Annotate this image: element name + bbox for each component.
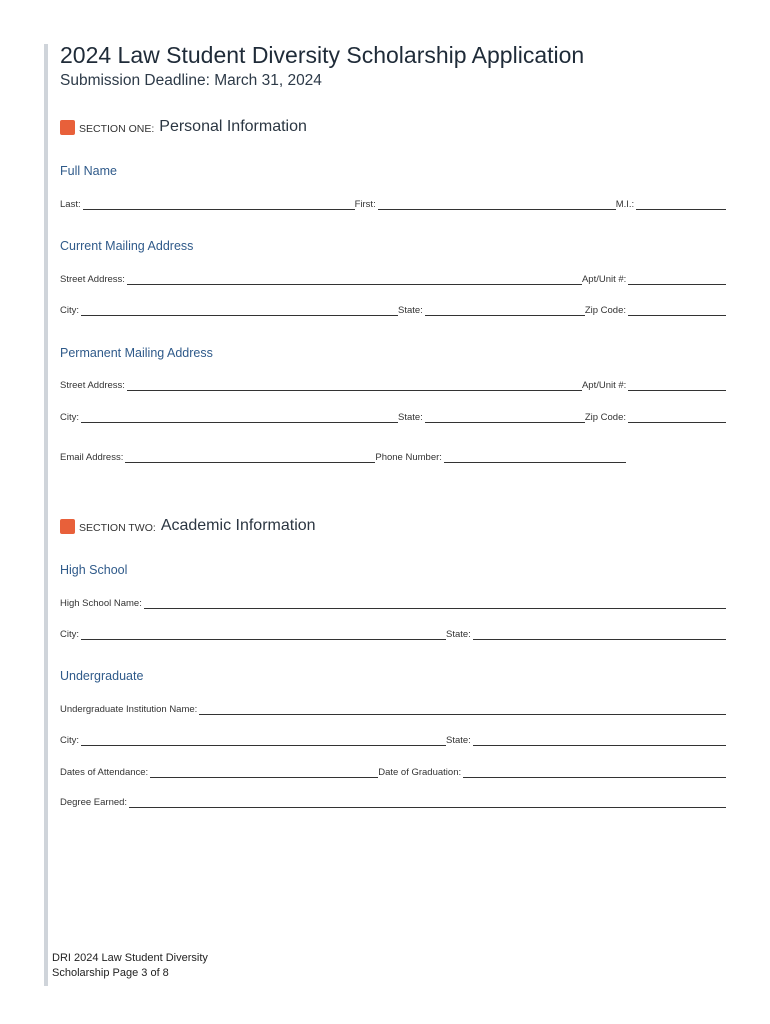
current-city-row <box>60 304 726 316</box>
permanent-apt-field[interactable] <box>628 379 726 391</box>
high-school-heading: High School <box>60 563 128 577</box>
current-apt-field[interactable] <box>628 273 726 285</box>
first-name-label: First: <box>354 199 376 210</box>
permanent-zip-label: Zip Code: <box>584 412 627 423</box>
footer-line-2: Scholarship Page 3 of 8 <box>52 967 169 979</box>
undergrad-city-label: City: <box>60 735 79 746</box>
permanent-state-label: State: <box>398 412 423 423</box>
page-title: 2024 Law Student Diversity Scholarship Application <box>60 42 585 68</box>
permanent-street-row <box>60 379 726 391</box>
email-field[interactable] <box>125 451 375 463</box>
high-school-name-label: High School Name: <box>60 598 142 609</box>
undergrad-dates-row <box>60 766 726 778</box>
permanent-zip-field[interactable] <box>628 411 726 423</box>
permanent-city-field[interactable] <box>81 411 398 423</box>
full-name-row <box>60 198 726 210</box>
degree-row <box>60 796 726 808</box>
middle-initial-label: M.I.: <box>615 199 635 210</box>
undergrad-city-row <box>60 734 726 746</box>
permanent-street-field[interactable] <box>127 379 582 391</box>
section-one-header <box>60 116 307 138</box>
submission-deadline: Submission Deadline: March 31, 2024 <box>60 72 322 89</box>
undergrad-state-label: State: <box>446 735 471 746</box>
high-school-city-field[interactable] <box>81 628 446 640</box>
contact-row <box>60 451 726 463</box>
full-name-heading: Full Name <box>60 164 117 178</box>
footer-line-1: DRI 2024 Law Student Diversity <box>52 952 208 964</box>
section-marker-icon <box>60 120 75 135</box>
current-state-label: State: <box>398 305 423 316</box>
undergrad-institution-label: Undergraduate Institution Name: <box>60 704 198 715</box>
current-zip-field[interactable] <box>628 304 726 316</box>
section-two-title: Academic Information <box>160 517 316 534</box>
permanent-apt-label: Apt/Unit #: <box>581 380 627 391</box>
permanent-city-row <box>60 411 726 423</box>
current-street-row <box>60 273 726 285</box>
graduation-date-field[interactable] <box>463 766 726 778</box>
email-label: Email Address: <box>60 452 124 463</box>
permanent-city-label: City: <box>60 412 79 423</box>
current-state-field[interactable] <box>425 304 585 316</box>
undergrad-institution-row <box>60 703 726 715</box>
high-school-city-label: City: <box>60 629 79 640</box>
section-one-title: Personal Information <box>159 118 307 135</box>
current-street-label: Street Address: <box>60 274 125 285</box>
undergrad-institution-field[interactable] <box>199 703 726 715</box>
permanent-address-heading: Permanent Mailing Address <box>60 346 213 360</box>
high-school-name-row <box>60 597 726 609</box>
page-footer <box>52 951 208 981</box>
high-school-name-field[interactable] <box>144 597 726 609</box>
current-city-field[interactable] <box>81 304 398 316</box>
graduation-date-label: Date of Graduation: <box>378 767 462 778</box>
first-name-field[interactable] <box>378 198 616 210</box>
phone-label: Phone Number: <box>375 452 442 463</box>
high-school-state-label: State: <box>446 629 471 640</box>
current-street-field[interactable] <box>127 273 582 285</box>
section-marker-icon <box>60 519 75 534</box>
current-address-heading: Current Mailing Address <box>60 239 194 253</box>
undergrad-state-field[interactable] <box>473 734 726 746</box>
undergraduate-heading: Undergraduate <box>60 669 144 683</box>
degree-earned-field[interactable] <box>129 796 726 808</box>
current-city-label: City: <box>60 305 79 316</box>
section-one-prefix: SECTION ONE: <box>79 123 155 135</box>
last-name-label: Last: <box>60 199 81 210</box>
margin-bar <box>44 44 48 986</box>
degree-earned-label: Degree Earned: <box>60 797 128 808</box>
permanent-state-field[interactable] <box>425 411 585 423</box>
undergrad-city-field[interactable] <box>81 734 446 746</box>
section-two-header <box>60 515 316 537</box>
section-two-prefix: SECTION TWO: <box>79 522 156 534</box>
high-school-state-field[interactable] <box>473 628 726 640</box>
permanent-street-label: Street Address: <box>60 380 125 391</box>
current-apt-label: Apt/Unit #: <box>581 274 627 285</box>
attendance-dates-label: Dates of Attendance: <box>60 767 149 778</box>
middle-initial-field[interactable] <box>636 198 726 210</box>
phone-field[interactable] <box>444 451 626 463</box>
high-school-city-row <box>60 628 726 640</box>
last-name-field[interactable] <box>83 198 355 210</box>
attendance-dates-field[interactable] <box>150 766 378 778</box>
current-zip-label: Zip Code: <box>584 305 627 316</box>
